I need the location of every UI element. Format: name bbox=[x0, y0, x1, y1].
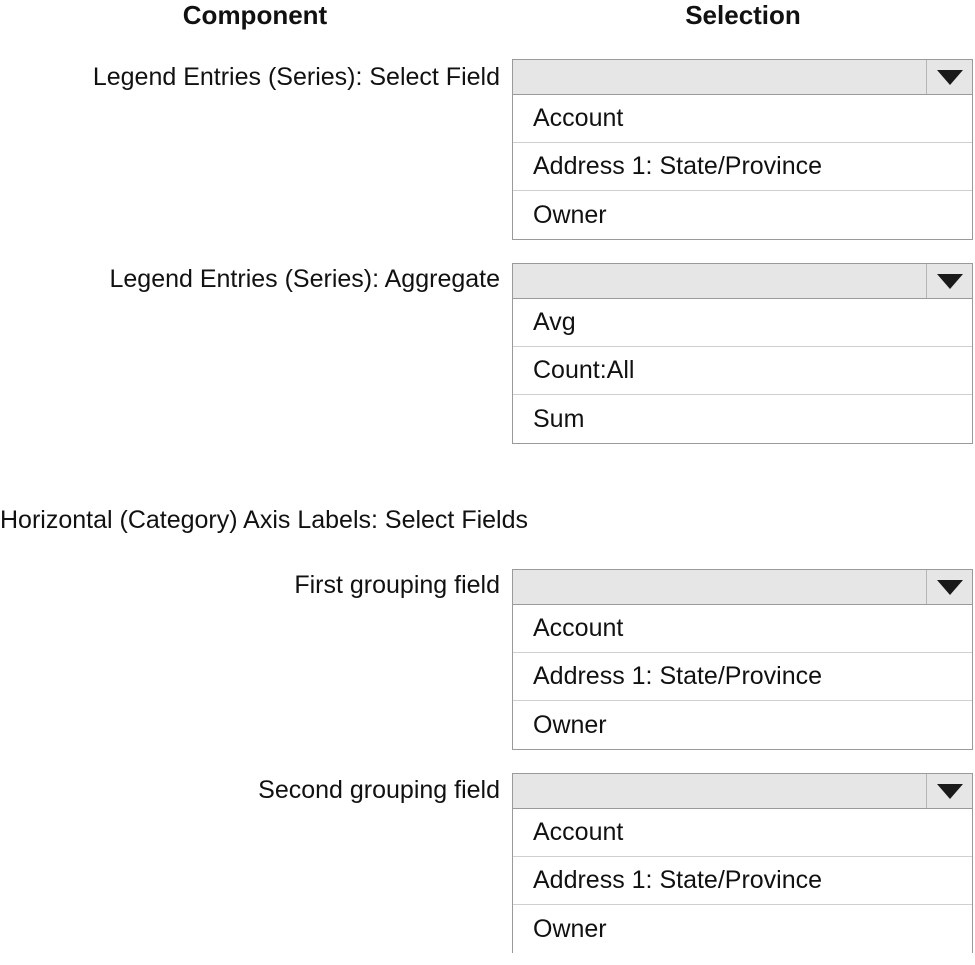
label-second-grouping-field: Second grouping field bbox=[258, 776, 500, 804]
header-selection: Selection bbox=[685, 0, 801, 30]
list-item[interactable]: Address 1: State/Province bbox=[513, 143, 972, 191]
chevron-down-icon[interactable] bbox=[926, 570, 972, 604]
list-item[interactable]: Count:All bbox=[513, 347, 972, 395]
list-item[interactable]: Owner bbox=[513, 191, 972, 239]
dropdown-control-legend-aggregate[interactable] bbox=[512, 263, 973, 299]
label-legend-aggregate: Legend Entries (Series): Aggregate bbox=[109, 265, 500, 293]
list-item[interactable]: Address 1: State/Province bbox=[513, 857, 972, 905]
dropdown-control-second-grouping-field[interactable] bbox=[512, 773, 973, 809]
dropdown-legend-aggregate[interactable] bbox=[512, 263, 973, 444]
dropdown-list-legend-aggregate[interactable] bbox=[512, 299, 973, 444]
label-first-grouping-field: First grouping field bbox=[294, 571, 500, 599]
list-item[interactable]: Address 1: State/Province bbox=[513, 653, 972, 701]
list-item[interactable]: Owner bbox=[513, 701, 972, 749]
dropdown-list-legend-select-field[interactable] bbox=[512, 95, 973, 240]
header-component: Component bbox=[182, 0, 328, 30]
list-item[interactable]: Sum bbox=[513, 395, 972, 443]
label-legend-select-field: Legend Entries (Series): Select Field bbox=[92, 63, 500, 91]
dropdown-control-first-grouping-field[interactable] bbox=[512, 569, 973, 605]
dropdown-first-grouping-field[interactable] bbox=[512, 569, 973, 750]
dropdown-legend-select-field[interactable] bbox=[512, 59, 973, 240]
chevron-down-icon[interactable] bbox=[926, 60, 972, 94]
list-item[interactable]: Account bbox=[513, 809, 972, 857]
dropdown-control-legend-select-field[interactable] bbox=[512, 59, 973, 95]
dropdown-list-first-grouping-field[interactable] bbox=[512, 605, 973, 750]
dropdown-second-grouping-field[interactable] bbox=[512, 773, 973, 953]
chevron-down-icon[interactable] bbox=[926, 264, 972, 298]
list-item[interactable]: Account bbox=[513, 605, 972, 653]
chevron-down-icon[interactable] bbox=[926, 774, 972, 808]
list-item[interactable]: Account bbox=[513, 95, 972, 143]
column-headers bbox=[0, 0, 975, 36]
list-item[interactable]: Avg bbox=[513, 299, 972, 347]
list-item[interactable]: Owner bbox=[513, 905, 972, 953]
label-axis-section: Horizontal (Category) Axis Labels: Select Fields bbox=[0, 506, 529, 534]
dropdown-list-second-grouping-field[interactable] bbox=[512, 809, 973, 953]
